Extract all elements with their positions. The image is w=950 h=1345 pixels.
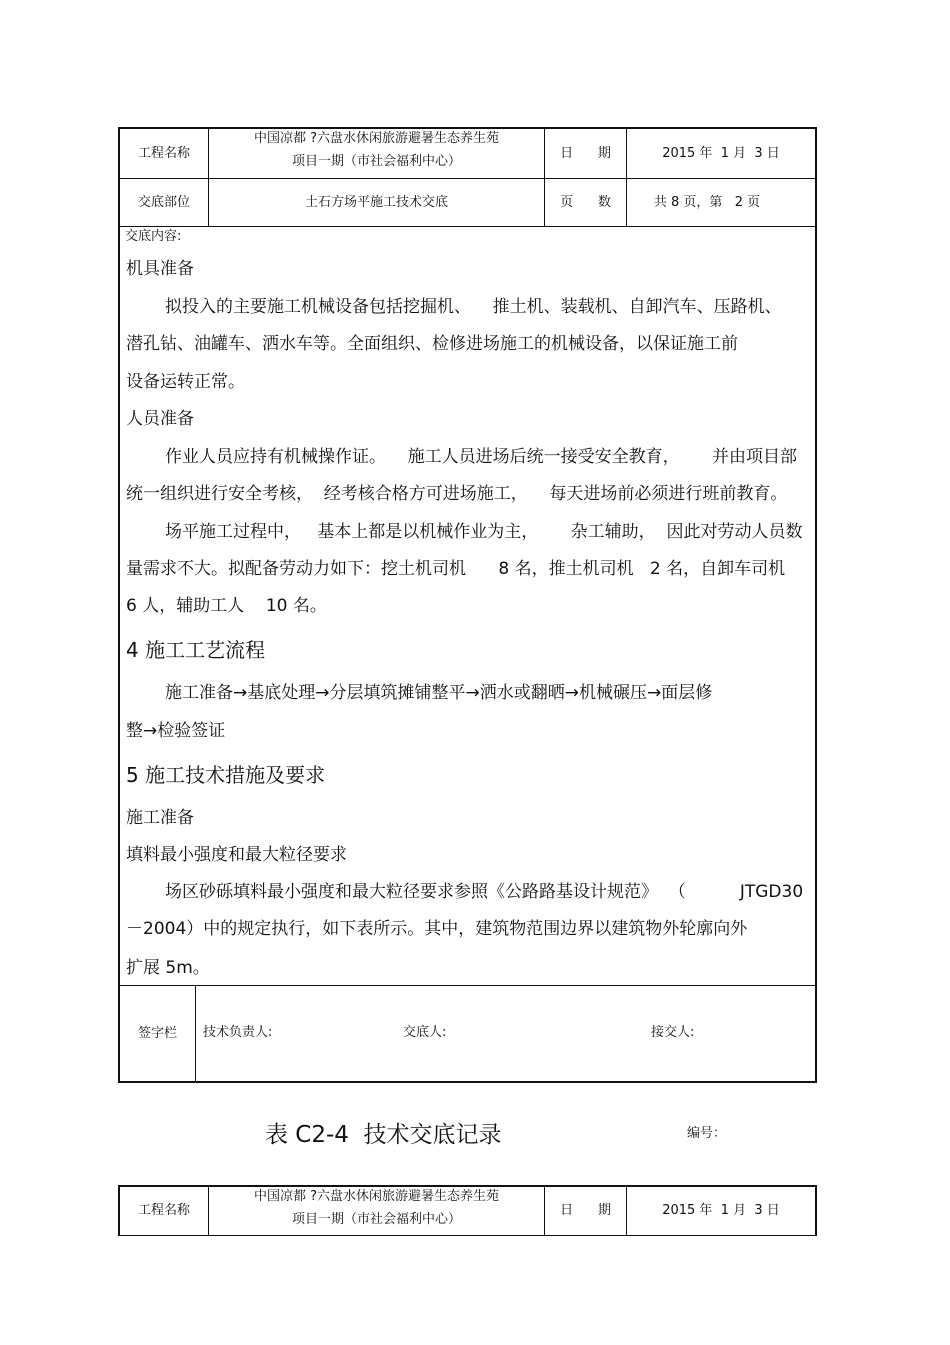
project-name-label: 工程名称 — [137, 145, 190, 161]
signature-label: 签字栏 — [137, 1025, 177, 1041]
project-name-value — [209, 129, 544, 178]
form-title: 表 C2-4 技术交底记录 — [265, 1122, 502, 1148]
content-label: 交底内容: — [125, 229, 182, 244]
project-name-line2: 项目一期（市社会福利中心） — [291, 154, 461, 169]
paragraph-line: 6 人，辅助工人 10 名。 — [126, 596, 327, 616]
project-name-line1: 中国凉都 ?六盘水休闲旅游避暑生态养生苑 — [253, 1189, 500, 1204]
project-name-label: 工程名称 — [137, 1203, 190, 1218]
paragraph-line: 场区砂砾填料最小强度和最大粒径要求参照《公路路基设计规范》 （ JTGD30 — [165, 882, 804, 902]
pages-label: 页 数 — [560, 194, 611, 210]
date-label: 日 期 — [560, 145, 611, 161]
project-name-line2: 项目一期（市社会福利中心） — [291, 1212, 461, 1227]
date-value: 2015 年 1 月 3 日 — [662, 145, 780, 161]
heading-section-5: 5 施工技术措施及要求 — [126, 763, 326, 787]
date-label: 日 期 — [560, 1203, 611, 1218]
paragraph-line: 潜孔钻、油罐车、洒水车等。全面组织、检修进场施工的机械设备，以保证施工前 — [126, 334, 738, 354]
paragraph-line: 施工准备→基底处理→分层填筑摊铺整平→洒水或翻晒→机械碾压→面层修 — [165, 683, 713, 703]
paragraph-line: 扩展 5m。 — [126, 958, 210, 978]
heading-fill-requirements: 填料最小强度和最大粒径要求 — [126, 845, 347, 865]
paragraph-line: 场平施工过程中， 基本上都是以机械作业为主， 杂工辅助， 因此对劳动人员数 — [165, 522, 803, 542]
paragraph-line: 整→检验签证 — [126, 721, 226, 741]
paragraph-line: 统一组织进行安全考核， 经考核合格方可进场施工， 每天进场前必须进行班前教育。 — [126, 484, 788, 504]
heading-machinery: 机具准备 — [126, 259, 194, 279]
paragraph-line: －2004）中的规定执行，如下表所示。其中，建筑物范围边界以建筑物外轮廓向外 — [126, 919, 748, 939]
project-name-line1: 中国凉都 ?六盘水休闲旅游避暑生态养生苑 — [253, 131, 500, 146]
pages-value: 共 8 页，第 2 页 — [653, 194, 761, 210]
disclosure-part-label: 交底部位 — [137, 194, 190, 210]
project-name-value — [209, 1187, 544, 1235]
date-value: 2015 年 1 月 3 日 — [662, 1203, 780, 1218]
paragraph-line: 拟投入的主要施工机械设备包括挖掘机、 推土机、装载机、自卸汽车、压路机、 — [165, 297, 782, 317]
paragraph-line: 量需求不大。拟配备劳动力如下：挖土机司机 8 名，推土机司机 2 名，自卸车司机 — [126, 559, 786, 579]
disclosure-part-value: 土石方场平施工技术交底 — [304, 194, 448, 210]
form-number-label: 编号： — [687, 1126, 727, 1141]
paragraph-line: 作业人员应持有机械操作证。 施工人员进场后统一接受安全教育， 并由项目部 — [165, 447, 798, 467]
heading-section-4: 4 施工工艺流程 — [126, 638, 266, 662]
receiver-field[interactable]: 接交人: — [651, 1025, 695, 1040]
heading-personnel: 人员准备 — [126, 409, 194, 429]
paragraph-line: 设备运转正常。 — [126, 372, 245, 392]
discloser-field[interactable]: 交底人: — [403, 1025, 447, 1040]
tech-lead-field[interactable]: 技术负责人: — [203, 1025, 273, 1040]
heading-preparation: 施工准备 — [126, 808, 194, 828]
